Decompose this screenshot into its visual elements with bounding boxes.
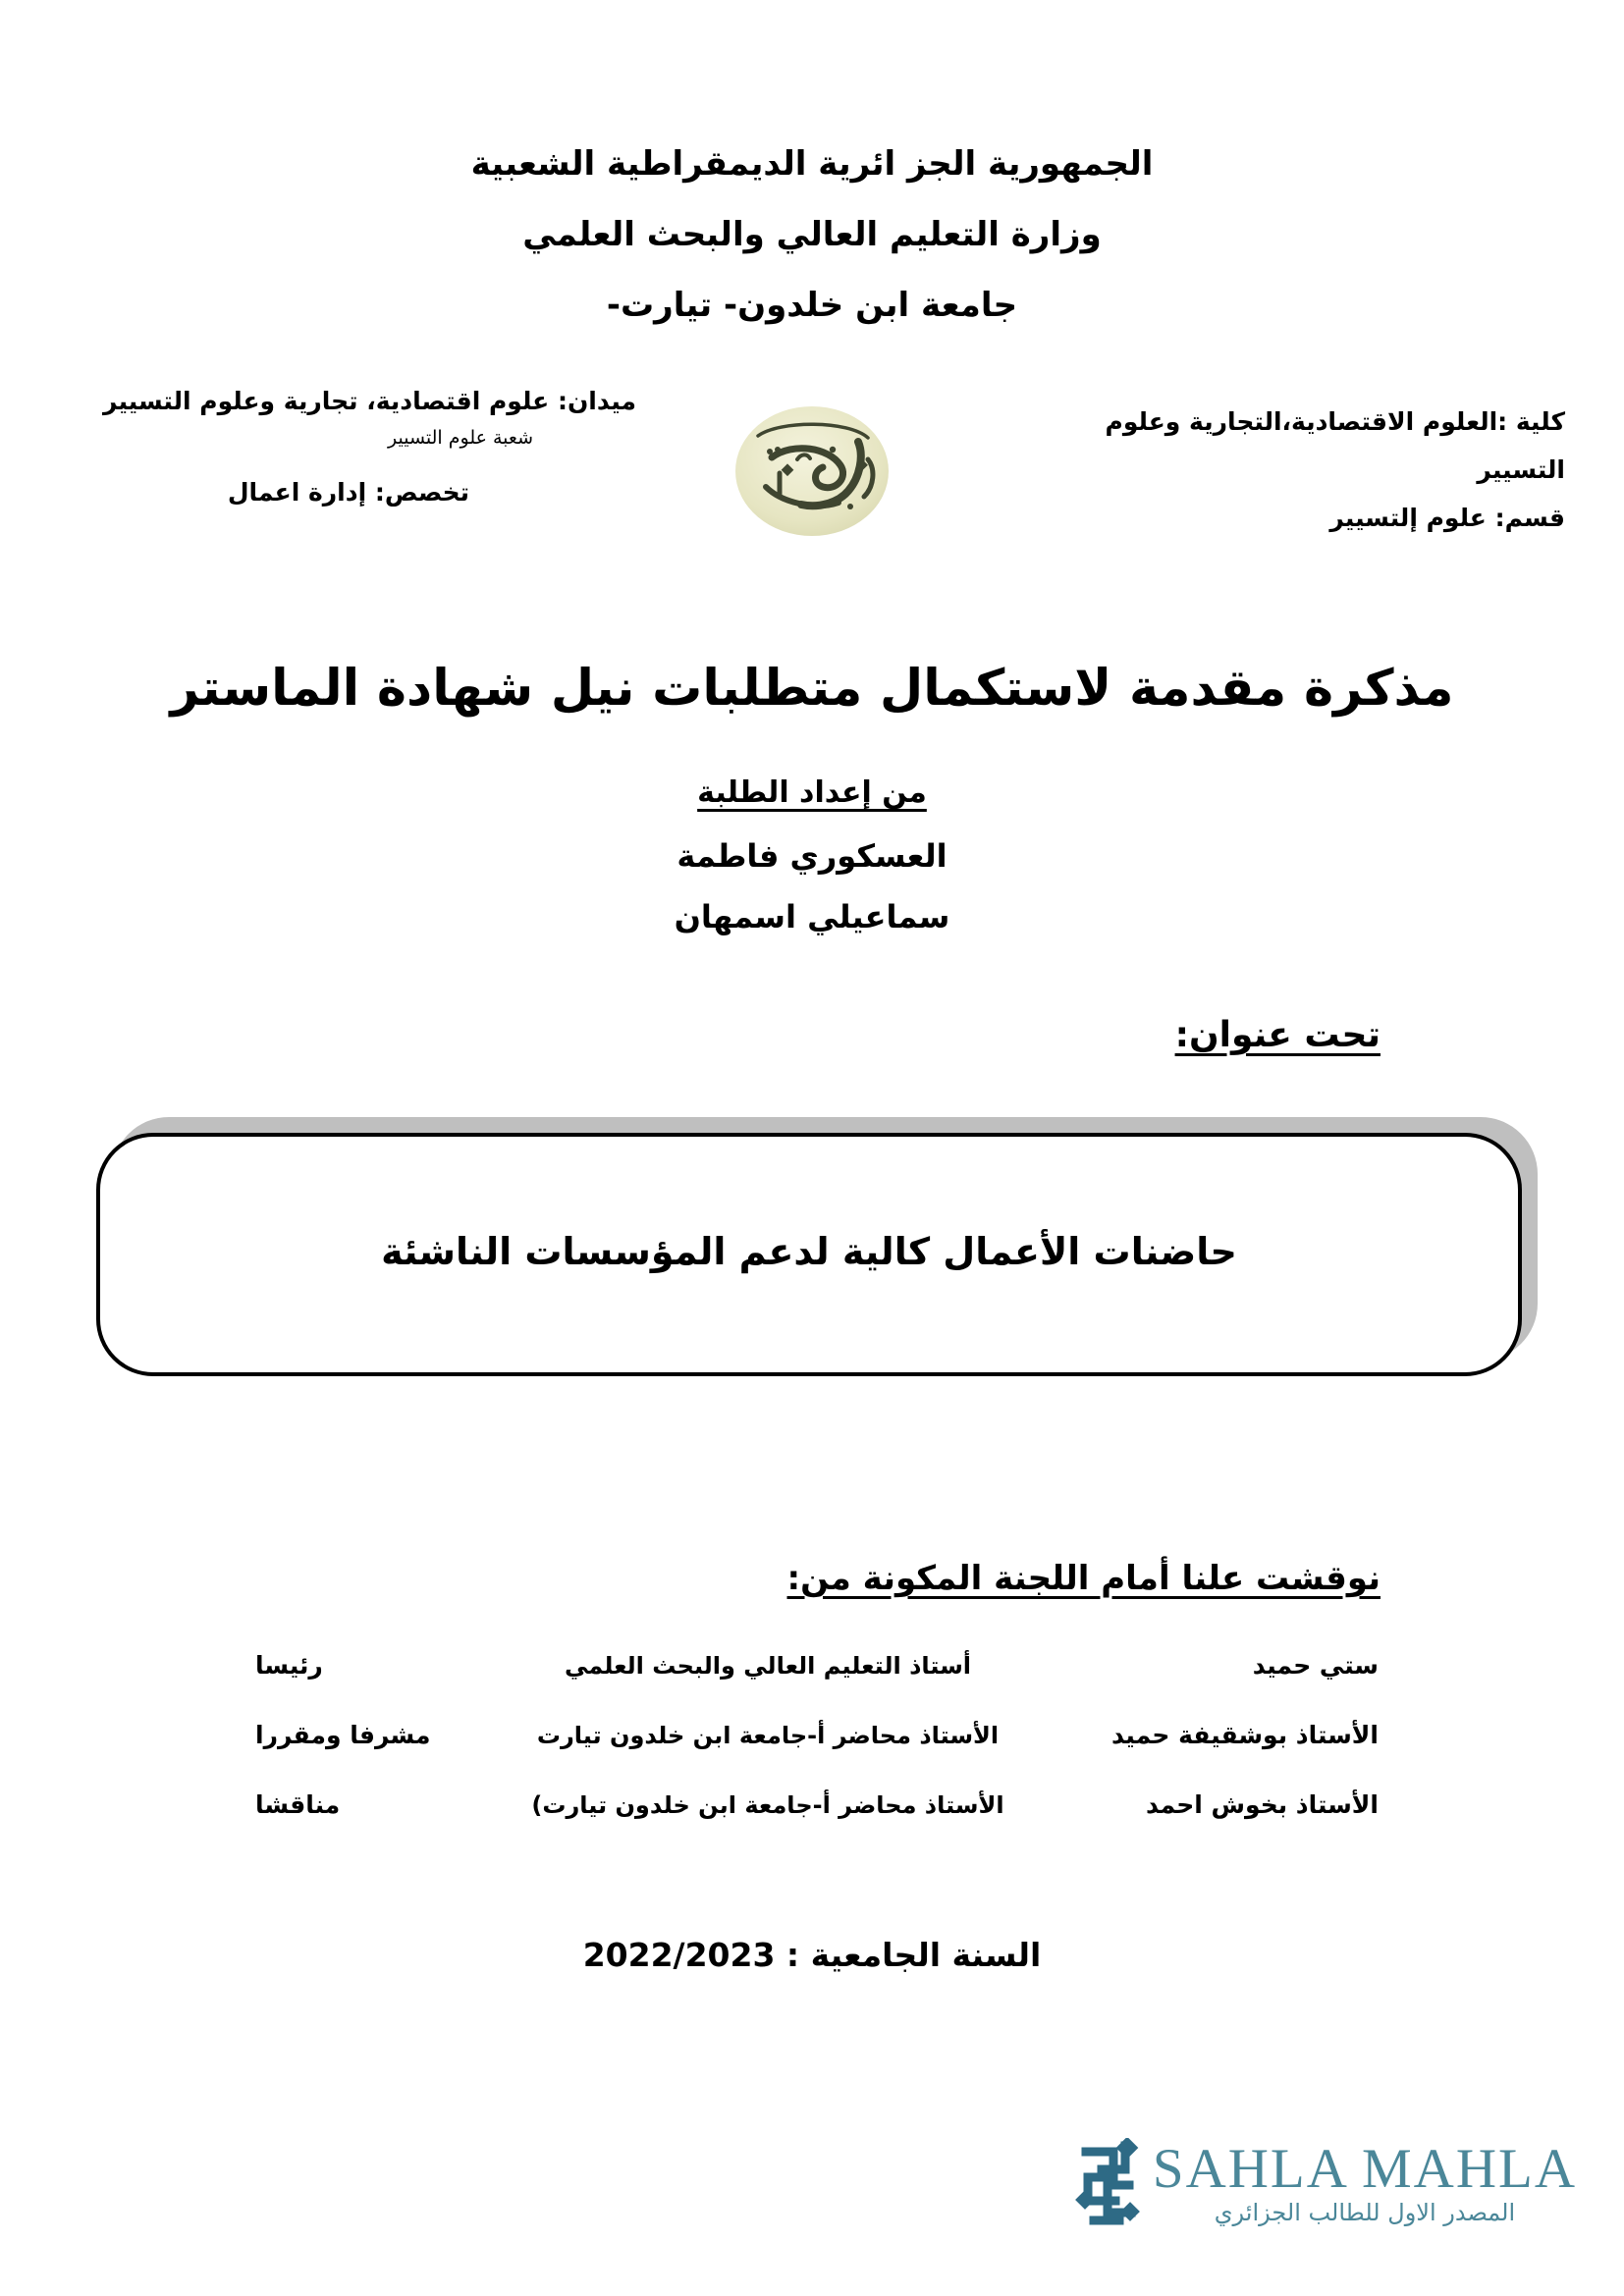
under-title-label: تحت عنوان: xyxy=(1174,1015,1380,1055)
header-line-ministry: وزارة التعليم العالي والبحث العلمي xyxy=(522,215,1102,254)
jury-member-rank: أستاذ التعليم العالي والبحث العلمي xyxy=(564,1652,972,1680)
student-name-1: العسكوري فاطمة xyxy=(677,837,947,875)
faculty-label: كلية :العلوم الاقتصادية،التجارية وعلوم التسيير xyxy=(1105,407,1565,484)
header-line-republic: الجمهورية الجز ائرية الديمقراطية الشعبية xyxy=(470,144,1154,184)
students-heading: من إعداد الطلبة xyxy=(697,775,927,810)
jury-member-name: الأستاذ بخوش احمد xyxy=(1146,1790,1379,1819)
watermark-brand-name: SAHLA MAHLA xyxy=(1152,2137,1577,2200)
jury-row xyxy=(255,1721,1379,1749)
jury-member-role: مناقشا xyxy=(255,1790,341,1819)
jury-member-rank: الأستاذ محاضر أ-جامعة ابن خلدون تيارت) xyxy=(531,1791,1004,1819)
field-label: ميدان: علوم اقتصادية، تجارية وعلوم التسيير xyxy=(103,387,636,415)
thesis-title-text: حاضنات الأعمال كالية لدعم المؤسسات الناشئة xyxy=(381,1230,1237,1273)
jury-row xyxy=(255,1651,1379,1680)
document-header xyxy=(0,144,1624,359)
jury-member-role: مشرفا ومقررا xyxy=(255,1721,431,1749)
sahla-mahla-watermark xyxy=(1070,2138,1577,2228)
thesis-title-frame xyxy=(96,1133,1522,1376)
jury-member-name: ستي حميد xyxy=(1252,1651,1379,1680)
jury-member-rank: الأستاذ محاضر أ-جامعة ابن خلدون تيارت xyxy=(536,1722,1000,1749)
watermark-text xyxy=(1152,2137,1577,2226)
field-specialty-column xyxy=(47,385,636,509)
jury-row xyxy=(255,1790,1379,1819)
academic-year: السنة الجامعية : 2022/2023 xyxy=(582,1936,1042,1974)
degree-statement: مذكرة مقدمة لاستكمال متطلبات نيل شهادة الماستر xyxy=(170,660,1454,718)
jury-member-role: رئيسا xyxy=(255,1651,323,1680)
jury-table xyxy=(0,1651,1624,1860)
university-seal-icon xyxy=(711,397,913,546)
specialty-label: تخصص: إدارة اعمال xyxy=(227,478,469,507)
header-line-university: جامعة ابن خلدون- تيارت- xyxy=(606,286,1018,325)
watermark-tagline: المصدر الاول للطالب الجزائري xyxy=(1214,2198,1516,2226)
interlocking-knot-logo-icon xyxy=(1070,2138,1145,2228)
thesis-title-box xyxy=(96,1133,1522,1376)
student-name-2: سماعيلي اسمهان xyxy=(674,898,950,935)
jury-member-name: الأستاذ بوشقيفة حميد xyxy=(1110,1721,1379,1749)
faculty-department-column xyxy=(1015,399,1565,542)
jury-heading: نوقشت علنا أمام اللجنة المكونة من: xyxy=(786,1559,1380,1598)
branch-label: شعبة علوم التسيير xyxy=(388,426,533,449)
department-label: قسم: علوم إلتسيير xyxy=(1329,503,1565,532)
students-section xyxy=(0,775,1624,959)
